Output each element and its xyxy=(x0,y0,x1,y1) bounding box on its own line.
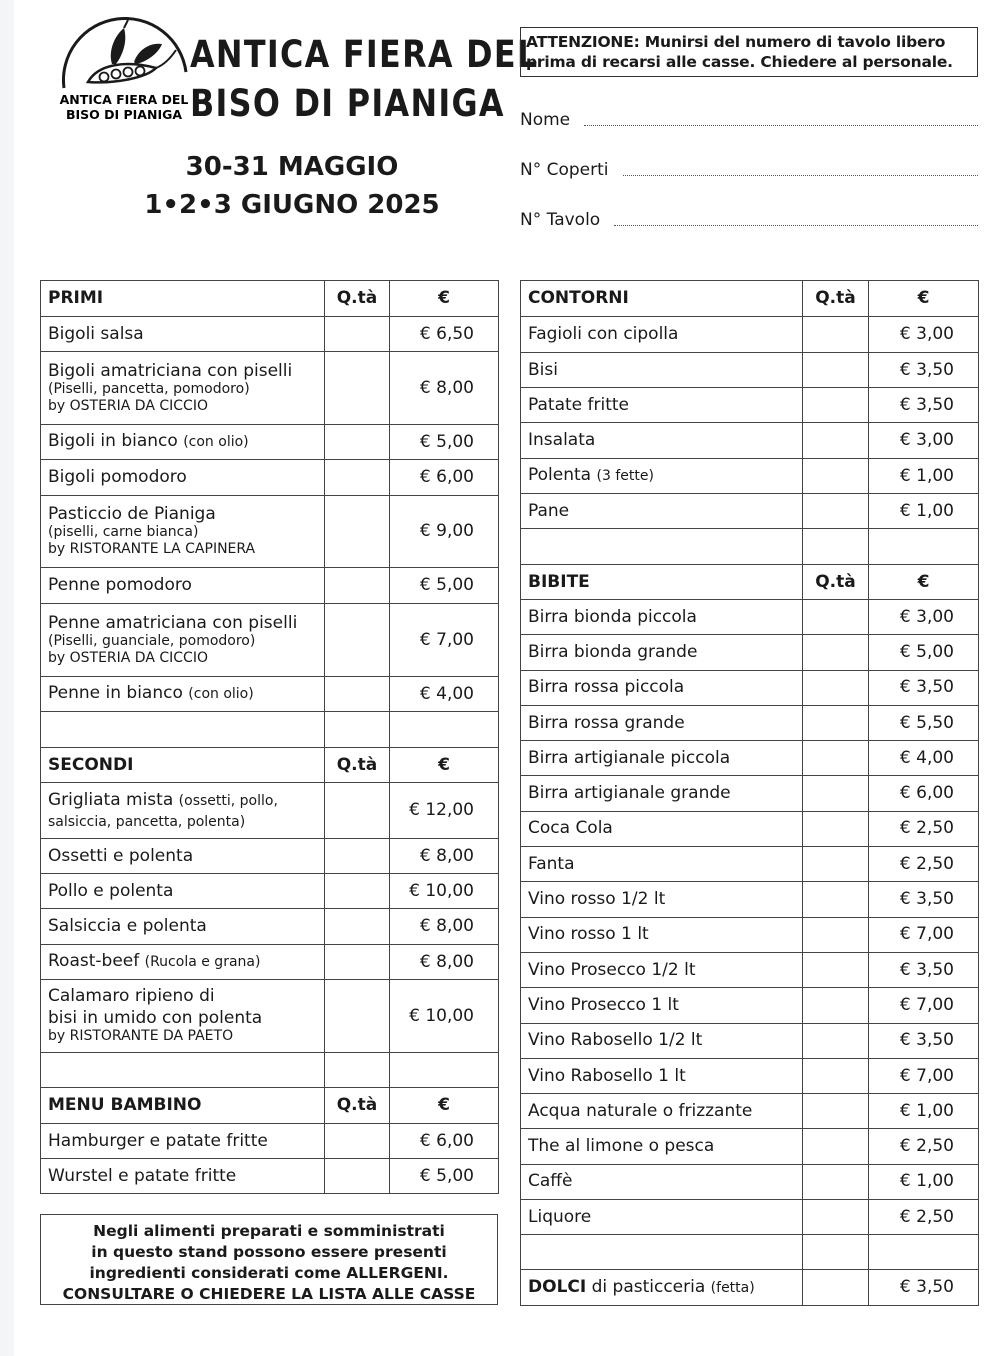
item-price: € 3,50 xyxy=(869,388,979,423)
menu-row xyxy=(41,945,499,980)
item-name: Bigoli in bianco xyxy=(48,431,178,451)
menu-row xyxy=(41,352,499,425)
item-name: Birra artigianale piccola xyxy=(528,747,731,768)
name-line[interactable] xyxy=(584,125,978,126)
qty-cell[interactable] xyxy=(325,604,390,677)
item-price: € 3,00 xyxy=(869,317,979,353)
fair-logo xyxy=(54,16,194,128)
logo-text-line2: BISO DI PIANIGA xyxy=(65,107,183,122)
price-header: € xyxy=(390,1088,499,1124)
item-name: Vino Prosecco 1 lt xyxy=(528,994,679,1015)
primi-title: PRIMI xyxy=(41,281,325,317)
item-price: € 7,00 xyxy=(390,604,499,677)
attention-notice xyxy=(520,27,978,77)
qty-cell[interactable] xyxy=(803,600,869,635)
qty-cell[interactable] xyxy=(325,874,390,909)
item-name: Patate fritte xyxy=(528,394,630,415)
menu-row xyxy=(41,317,499,352)
dolci-title: DOLCI xyxy=(528,1276,587,1297)
allergen-line4: CONSULTARE O CHIEDERE LA LISTA ALLE CASSE xyxy=(62,1285,476,1303)
dolci-note: (fetta) xyxy=(710,1279,755,1296)
qty-cell[interactable] xyxy=(803,459,869,494)
contorni-title: CONTORNI xyxy=(521,281,803,317)
item-price: € 7,00 xyxy=(869,1058,979,1093)
date-line1: 30-31 MAGGIO xyxy=(185,152,399,182)
qty-cell[interactable] xyxy=(803,670,869,705)
qty-cell[interactable] xyxy=(803,1129,869,1164)
menu-row xyxy=(41,425,499,460)
item-name: Birra bionda grande xyxy=(528,641,698,662)
menu-row xyxy=(521,952,979,987)
qty-cell[interactable] xyxy=(803,882,869,917)
item-price: € 5,00 xyxy=(390,568,499,604)
item-name-cont: bisi in umido con polenta xyxy=(48,1008,263,1028)
menu-row xyxy=(41,909,499,945)
item-provider: by RISTORANTE LA CAPINERA xyxy=(48,541,256,557)
table-number-line[interactable] xyxy=(614,225,978,226)
item-name: Penne amatriciana con piselli xyxy=(48,612,298,633)
qty-cell[interactable] xyxy=(325,839,390,874)
secondi-title: SECONDI xyxy=(41,748,325,783)
qty-cell[interactable] xyxy=(803,1023,869,1058)
menu-row xyxy=(521,776,979,811)
menu-row xyxy=(41,980,499,1053)
qty-cell[interactable] xyxy=(803,917,869,952)
item-price: € 9,00 xyxy=(390,496,499,568)
covers-line[interactable] xyxy=(623,175,978,176)
menu-row xyxy=(41,839,499,874)
qty-cell[interactable] xyxy=(325,945,390,980)
item-price: € 6,00 xyxy=(390,460,499,496)
item-name: Roast-beef xyxy=(48,951,140,971)
qty-header: Q.tà xyxy=(325,1088,390,1124)
item-price: € 1,00 xyxy=(869,494,979,529)
qty-cell[interactable] xyxy=(325,460,390,496)
primi-header xyxy=(41,281,499,317)
contorni-header xyxy=(521,281,979,317)
price-header: € xyxy=(869,565,979,600)
price-header: € xyxy=(869,281,979,317)
event-dates xyxy=(94,148,490,224)
logo-text-line1: ANTICA FIERA DEL xyxy=(59,92,189,107)
item-name: Coca Cola xyxy=(528,818,613,839)
notice-line2: prima di recarsi alle casse. Chiedere al personale. xyxy=(526,53,953,71)
allergen-line3: ingredienti considerati come ALLERGENI. xyxy=(89,1264,449,1282)
menu-row xyxy=(521,811,979,846)
item-price: € 5,50 xyxy=(869,705,979,740)
menu-row xyxy=(521,1023,979,1058)
menu-row xyxy=(521,847,979,882)
item-price: € 5,00 xyxy=(390,1159,499,1194)
bibite-title: BIBITE xyxy=(521,565,803,600)
item-price: € 3,50 xyxy=(869,353,979,388)
item-note: (ossetti, pollo, xyxy=(178,792,278,809)
qty-cell[interactable] xyxy=(325,677,390,712)
name-field[interactable] xyxy=(520,106,978,130)
date-line2: 1•2•3 GIUGNO 2025 xyxy=(144,190,440,220)
dolci-price: € 3,50 xyxy=(869,1270,979,1306)
item-note: (con olio) xyxy=(188,686,254,702)
item-name: Salsiccia e polenta xyxy=(48,916,207,936)
item-name: Vino Rabosello 1/2 lt xyxy=(528,1030,703,1051)
menu-row xyxy=(521,635,979,670)
menu-row xyxy=(521,353,979,388)
item-name: Vino Prosecco 1/2 lt xyxy=(528,959,696,980)
item-price: € 10,00 xyxy=(390,980,499,1053)
qty-cell[interactable] xyxy=(803,1094,869,1129)
menu-row xyxy=(521,741,979,776)
item-price: € 2,50 xyxy=(869,847,979,882)
qty-header: Q.tà xyxy=(325,748,390,783)
qty-cell[interactable] xyxy=(803,635,869,670)
item-price: € 6,00 xyxy=(869,776,979,811)
qty-cell[interactable] xyxy=(325,317,390,352)
item-ingredients: (Piselli, pancetta, pomodoro) xyxy=(48,380,250,397)
item-provider: by OSTERIA DA CICCIO xyxy=(48,649,208,666)
bibite-table xyxy=(520,599,979,1306)
menu-sheet xyxy=(14,0,992,1356)
item-name: Bisi xyxy=(528,359,558,380)
menu-row xyxy=(521,1200,979,1235)
allergen-line2: in questo stand possono essere presenti xyxy=(91,1243,447,1261)
qty-cell[interactable] xyxy=(803,1058,869,1093)
item-name: Vino rosso 1 lt xyxy=(528,924,649,945)
pea-pod-logo-icon xyxy=(54,16,194,128)
table-number-label: N° Tavolo xyxy=(520,210,601,230)
dolci-row xyxy=(521,1270,979,1306)
item-price: € 7,00 xyxy=(869,988,979,1023)
item-name: Wurstel e patate fritte xyxy=(48,1165,237,1186)
item-price: € 5,00 xyxy=(390,425,499,460)
item-price: € 2,50 xyxy=(869,811,979,846)
item-name: Calamaro ripieno di xyxy=(48,986,215,1006)
item-name: Pollo e polenta xyxy=(48,880,174,901)
item-name: Ossetti e polenta xyxy=(48,845,194,866)
qty-cell[interactable] xyxy=(803,1270,869,1306)
qty-header: Q.tà xyxy=(803,281,869,317)
item-name: Vino Rabosello 1 lt xyxy=(528,1065,686,1086)
item-provider: by OSTERIA DA CICCIO xyxy=(48,397,208,414)
item-price: € 3,50 xyxy=(869,1023,979,1058)
item-name: Birra rossa piccola xyxy=(528,677,685,698)
item-price: € 6,00 xyxy=(390,1124,499,1159)
item-price: € 8,00 xyxy=(390,352,499,425)
menu-row xyxy=(521,670,979,705)
item-name: Bigoli pomodoro xyxy=(48,467,187,487)
item-note: (con olio) xyxy=(183,434,249,450)
item-price: € 4,00 xyxy=(869,741,979,776)
left-menu-table xyxy=(40,280,499,1194)
title-line2: BISO DI PIANIGA xyxy=(190,82,505,125)
item-price: € 3,00 xyxy=(869,600,979,635)
item-ingredients: (piselli, carne bianca) xyxy=(48,524,199,540)
item-price: € 4,00 xyxy=(390,677,499,712)
item-name: Bigoli amatriciana con piselli xyxy=(48,360,293,381)
item-price: € 3,50 xyxy=(869,670,979,705)
item-price: € 8,00 xyxy=(390,839,499,874)
qty-header: Q.tà xyxy=(803,565,869,600)
item-name: Penne in bianco xyxy=(48,683,183,703)
menu-row xyxy=(521,494,979,529)
item-name: Hamburger e patate fritte xyxy=(48,1130,268,1151)
item-price: € 8,00 xyxy=(390,945,499,980)
menu-row xyxy=(521,882,979,917)
qty-header: Q.tà xyxy=(325,281,390,317)
price-header: € xyxy=(390,281,499,317)
qty-cell[interactable] xyxy=(803,741,869,776)
notice-line1: ATTENZIONE: Munirsi del numero di tavolo libero xyxy=(526,33,946,51)
bambino-header xyxy=(41,1088,499,1124)
menu-row xyxy=(521,917,979,952)
item-price: € 10,00 xyxy=(390,874,499,909)
item-price: € 3,50 xyxy=(869,882,979,917)
qty-cell[interactable] xyxy=(325,783,390,839)
table-number-field[interactable] xyxy=(520,206,978,230)
allergen-line1: Negli alimenti preparati e somministrati xyxy=(93,1222,445,1240)
blank-row xyxy=(521,1235,979,1270)
menu-row xyxy=(521,1164,979,1199)
item-note: (Rucola e grana) xyxy=(144,954,261,970)
item-name: Caffè xyxy=(528,1171,573,1192)
qty-cell[interactable] xyxy=(325,980,390,1053)
bibite-header xyxy=(521,565,979,600)
qty-cell[interactable] xyxy=(803,1200,869,1235)
qty-cell[interactable] xyxy=(325,1159,390,1194)
item-note: (3 fette) xyxy=(596,468,654,484)
qty-cell[interactable] xyxy=(325,568,390,604)
qty-cell[interactable] xyxy=(803,776,869,811)
name-label: Nome xyxy=(520,110,571,130)
item-name: The al limone o pesca xyxy=(528,1136,715,1157)
menu-row xyxy=(41,1159,499,1194)
menu-row xyxy=(521,1129,979,1164)
secondi-header xyxy=(41,748,499,783)
blank-row xyxy=(521,529,979,565)
menu-row xyxy=(41,1124,499,1159)
item-ingredients: salsiccia, pancetta, polenta) xyxy=(48,813,246,830)
page-title xyxy=(190,30,539,128)
qty-cell[interactable] xyxy=(803,1164,869,1199)
item-price: € 1,00 xyxy=(869,459,979,494)
qty-cell[interactable] xyxy=(325,496,390,568)
item-name: Birra bionda piccola xyxy=(528,606,697,627)
item-name: Pane xyxy=(528,500,570,521)
menu-row xyxy=(521,600,979,635)
qty-cell[interactable] xyxy=(803,388,869,423)
qty-cell[interactable] xyxy=(803,317,869,353)
qty-cell[interactable] xyxy=(803,423,869,459)
menu-row xyxy=(521,988,979,1023)
item-name: Birra artigianale grande xyxy=(528,783,731,804)
menu-row xyxy=(521,1094,979,1129)
qty-cell[interactable] xyxy=(803,705,869,740)
menu-row xyxy=(521,705,979,740)
blank-row xyxy=(41,1053,499,1088)
item-price: € 5,00 xyxy=(869,635,979,670)
right-menu-table xyxy=(520,280,979,600)
menu-row xyxy=(521,423,979,459)
blank-row xyxy=(41,712,499,748)
item-price: € 3,00 xyxy=(869,423,979,459)
item-price: € 8,00 xyxy=(390,909,499,945)
qty-cell[interactable] xyxy=(325,425,390,460)
qty-cell[interactable] xyxy=(803,811,869,846)
item-price: € 1,00 xyxy=(869,1094,979,1129)
qty-cell[interactable] xyxy=(325,352,390,425)
menu-row xyxy=(521,317,979,353)
item-name: Acqua naturale o frizzante xyxy=(528,1100,753,1121)
menu-row xyxy=(41,677,499,712)
menu-row xyxy=(521,388,979,423)
menu-row xyxy=(41,874,499,909)
item-name: Polenta xyxy=(528,465,592,485)
item-name: Fagioli con cipolla xyxy=(528,324,679,344)
qty-cell[interactable] xyxy=(803,353,869,388)
bambino-title: MENU BAMBINO xyxy=(41,1088,325,1124)
item-ingredients: (Piselli, guanciale, pomodoro) xyxy=(48,632,256,649)
qty-cell[interactable] xyxy=(325,909,390,945)
dolci-desc: di pasticceria xyxy=(591,1276,706,1297)
menu-row xyxy=(41,783,499,839)
allergen-notice xyxy=(40,1214,498,1305)
item-price: € 2,50 xyxy=(869,1129,979,1164)
menu-row xyxy=(521,1058,979,1093)
item-price: € 12,00 xyxy=(390,783,499,839)
item-name: Penne pomodoro xyxy=(48,575,192,595)
menu-row xyxy=(41,496,499,568)
item-name: Insalata xyxy=(528,430,596,450)
qty-cell[interactable] xyxy=(803,494,869,529)
item-price: € 3,50 xyxy=(869,952,979,987)
covers-field[interactable] xyxy=(520,156,978,180)
item-name: Vino rosso 1/2 lt xyxy=(528,889,666,910)
menu-row xyxy=(521,459,979,494)
qty-cell[interactable] xyxy=(325,1124,390,1159)
menu-row xyxy=(41,604,499,677)
covers-label: N° Coperti xyxy=(520,160,609,180)
menu-row xyxy=(41,568,499,604)
menu-row xyxy=(41,460,499,496)
item-provider: by RISTORANTE DA PAETO xyxy=(48,1028,234,1044)
item-price: € 7,00 xyxy=(869,917,979,952)
item-name: Fanta xyxy=(528,853,575,874)
item-name: Bigoli salsa xyxy=(48,323,144,344)
item-name: Pasticcio de Pianiga xyxy=(48,504,216,524)
title-line1: ANTICA FIERA DEL xyxy=(190,33,539,76)
qty-cell[interactable] xyxy=(803,847,869,882)
item-price: € 6,50 xyxy=(390,317,499,352)
price-header: € xyxy=(390,748,499,783)
item-name: Grigliata mista xyxy=(48,789,174,810)
item-name: Birra rossa grande xyxy=(528,712,685,733)
qty-cell[interactable] xyxy=(803,952,869,987)
item-name: Liquore xyxy=(528,1206,592,1227)
item-price: € 1,00 xyxy=(869,1164,979,1199)
bibite-rows xyxy=(521,600,979,1306)
qty-cell[interactable] xyxy=(803,988,869,1023)
item-price: € 2,50 xyxy=(869,1200,979,1235)
